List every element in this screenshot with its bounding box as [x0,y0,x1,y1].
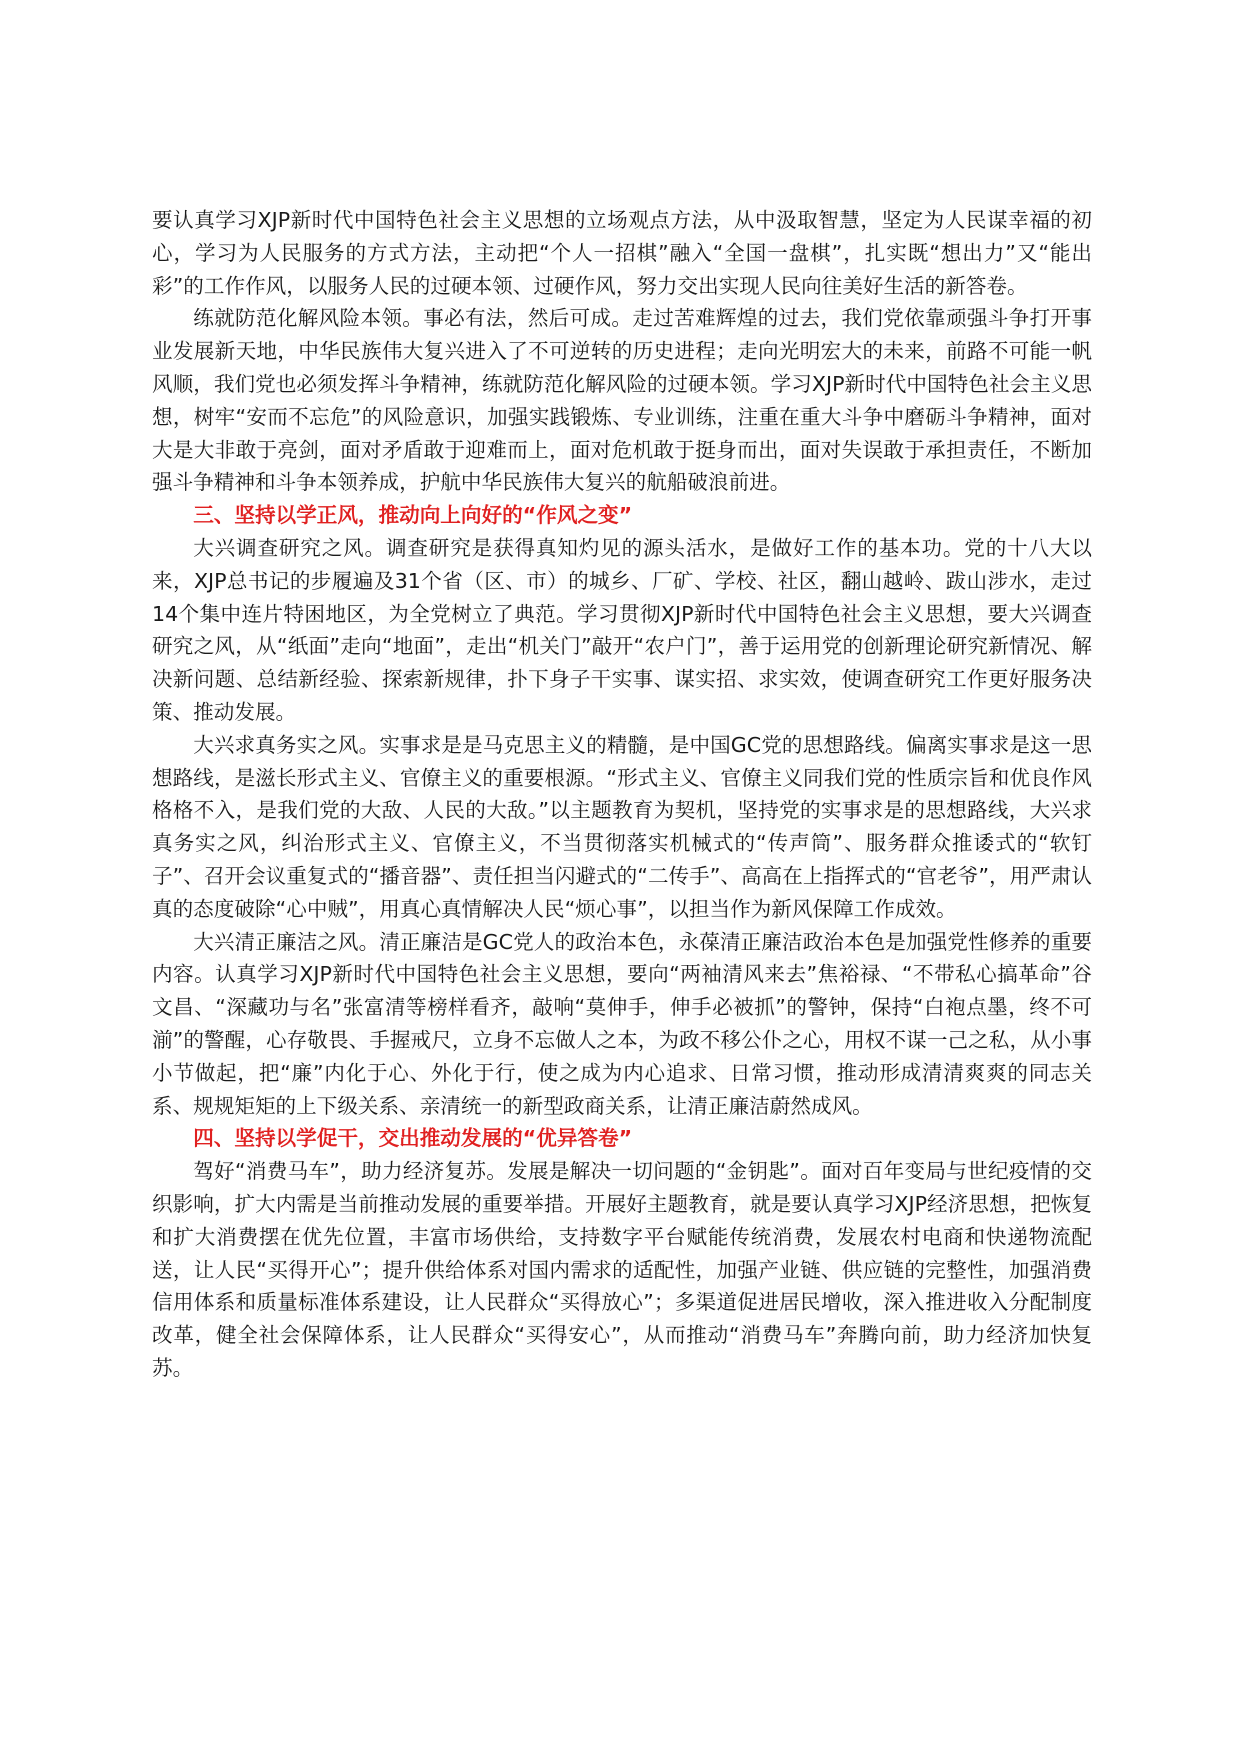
paragraph-risk-prevention: 练就防范化解风险本领。事必有法，然后可成。走过苦难辉煌的过去，我们党依靠顽强斗争打开事业发展新天地，中华民族伟大复兴进入了不可逆转的历史进程；走向光明宏大的未来，前路不可能一帆风顺，我们党也必须发挥斗争精神，练就防范化解风险的过硬本领。学习XJP新时代中国特色社会主义思想，树牢“安而不忘危”的风险意识，加强实践锻炼、专业训练，注重在重大斗争中磨砺斗争精神，面对大是大非敢于亮剑，面对矛盾敢于迎难而上，面对危机敢于挺身而出，面对失误敢于承担责任，不断加强斗争精神和斗争本领养成，护航中华民族伟大复兴的航船破浪前进。 [152,306,1092,495]
paragraph-continuation: 要认真学习XJP新时代中国特色社会主义思想的立场观点方法，从中汲取智慧，坚定为人民谋幸福的初心，学习为人民服务的方式方法，主动把“个人一招棋”融入“全国一盘棋”，扎实既“想出力”又“能出彩”的工作作风，以服务人民的过硬本领、过硬作风，努力交出实现人民向往美好生活的新答卷。 [152,208,1092,298]
paragraph-truth-seeking: 大兴求真务实之风。实事求是是马克思主义的精髓，是中国GC党的思想路线。偏离实事求是这一思想路线，是滋长形式主义、官僚主义的重要根源。“形式主义、官僚主义同我们党的性质宗旨和优良作风格格不入，是我们党的大敌、人民的大敌。”以主题教育为契机，坚持党的实事求是的思想路线，大兴求真务实之风，纠治形式主义、官僚主义，不当贯彻落实机械式的“传声筒”、服务群众推诿式的“软钉子”、召开会议重复式的“播音器”、责任担当闪避式的“二传手”、高高在上指挥式的“官老爷”，用严肃认真的态度破除“心中贼”，用真心真情解决人民“烦心事”，以担当作为新风保障工作成效。 [152,732,1092,921]
paragraph-integrity: 大兴清正廉洁之风。清正廉洁是GC党人的政治本色，永葆清正廉洁政治本色是加强党性修养的重要内容。认真学习XJP新时代中国特色社会主义思想，要向“两袖清风来去”焦裕禄、“不带私心搞革命”谷文昌、“深藏功与名”张富清等榜样看齐，敲响“莫伸手，伸手必被抓”的警钟，保持“白袍点墨，终不可湔”的警醒，心存敬畏、手握戒尺，立身不忘做人之本，为政不移公仆之心，用权不谋一己之私，从小事小节做起，把“廉”内化于心、外化于行，使之成为内心追求、日常习惯，推动形成清清爽爽的同志关系、规规矩矩的上下级关系、亲清统一的新型政商关系，让清正廉洁蔚然成风。 [152,929,1092,1118]
section-heading-three: 三、坚持以学正风，推动向上向好的“作风之变” [193,503,633,528]
paragraph-investigation: 大兴调查研究之风。调查研究是获得真知灼见的源头活水，是做好工作的基本功。党的十八大以来，XJP总书记的步履遍及31个省（区、市）的城乡、厂矿、学校、社区，翻山越岭、跋山涉水，走过14个集中连片特困地区，为全党树立了典范。学习贯彻XJP新时代中国特色社会主义思想，要大兴调查研究之风，从“纸面”走向“地面”，走出“机关门”敲开“农户门”，善于运用党的创新理论研究新情况、解决新问题、总结新经验、探索新规律，扑下身子干实事、谋实招、求实效，使调查研究工作更好服务决策、推动发展。 [152,535,1092,724]
section-heading-four: 四、坚持以学促干，交出推动发展的“优异答卷” [193,1126,633,1151]
document-page [152,204,1092,1385]
paragraph-consumption: 驾好“消费马车”，助力经济复苏。发展是解决一切问题的“金钥匙”。面对百年变局与世纪疫情的交织影响，扩大内需是当前推动发展的重要举措。开展好主题教育，就是要认真学习XJP经济思想，把恢复和扩大消费摆在优先位置，丰富市场供给，支持数字平台赋能传统消费，发展农村电商和快递物流配送，让人民“买得开心”；提升供给体系对国内需求的适配性，加强产业链、供应链的完整性，加强消费信用体系和质量标准体系建设，让人民群众“买得放心”；多渠道促进居民增收，深入推进收入分配制度改革，健全社会保障体系，让人民群众“买得安心”，从而推动“消费马车”奔腾向前，助力经济加快复苏。 [152,1159,1092,1380]
